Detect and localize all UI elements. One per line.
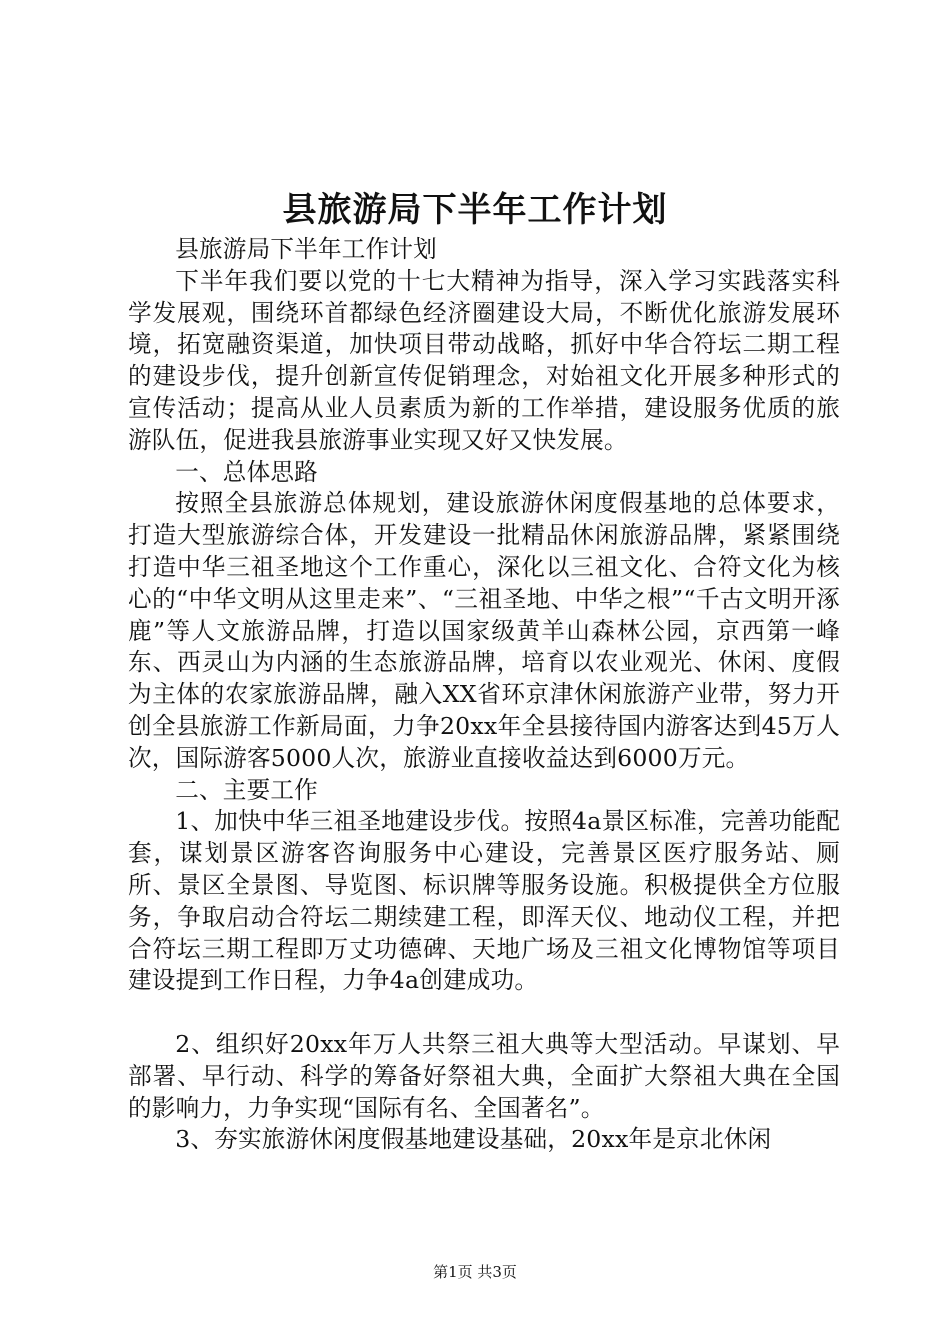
paragraph-item-2: 2、组织好20xx年万人共祭三祖大典等大型活动。早谋划、早部署、早行动、科学的筹备好祭祖大典，全面扩大祭祖大典在全国的影响力，力争实现“国际有名、全国著名”。 [128, 1029, 840, 1122]
paragraph-item-1: 1、加快中华三祖圣地建设步伐。按照4a景区标准，完善功能配套，谋划景区游客咨询服务中心建设，完善景区医疗服务站、厕所、景区全景图、导览图、标识牌等服务设施。积极提供全方位服务，争取启动合符坛二期续建工程，即浑天仪、地动仪工程，并把合符坛三期工程即万丈功德碑、天地广场及三祖文化博物馆等项目建设提到工作日程，力争4a创建成功。 [128, 807, 840, 995]
paragraph-intro: 下半年我们要以党的十七大精神为指导，深入学习实践落实科学发展观，围绕环首都绿色经济圈建设大局，不断优化旅游发展环境，拓宽融资渠道，加快项目带动战略，抓好中华合符坛二期工程的建设步伐，提升创新宣传促销理念，对始祖文化开展多种形式的宣传活动；提高从业人员素质为新的工作举措，建设服务优质的旅游队伍，促进我县旅游事业实现又好又快发展。 [128, 266, 840, 454]
paragraph-item-3: 3、夯实旅游休闲度假基地建设基础，20xx年是京北休闲 [175, 1125, 772, 1154]
document-title: 县旅游局下半年工作计划 [282, 190, 668, 230]
paragraph-overall: 按照全县旅游总体规划，建设旅游休闲度假基地的总体要求，打造大型旅游综合体，开发建设一批精品休闲旅游品牌，紧紧围绕打造中华三祖圣地这个工作重心，深化以三祖文化、合符文化为核心的“中华文明从这里走来”、“三祖圣地、中华之根”“千古文明开涿鹿”等人文旅游品牌，打造以国家级黄羊山森林公园，京西第一峰东、西灵山为内涵的生态旅游品牌，培育以农业观光、休闲、度假为主体的农家旅游品牌，融入XX省环京津休闲旅游产业带，努力开创全县旅游工作新局面，力争20xx年全县接待国内游客达到45万人次，国际游客5000人次，旅游业直接收益达到6000万元。 [128, 489, 840, 772]
paragraph-subtitle: 县旅游局下半年工作计划 [175, 235, 437, 263]
section-heading-overall: 一、总体思路 [175, 457, 318, 486]
section-heading-main-work: 二、主要工作 [175, 775, 318, 804]
document-body [128, 234, 840, 1156]
page-number-footer: 第1页 共3页 [433, 1263, 517, 1281]
